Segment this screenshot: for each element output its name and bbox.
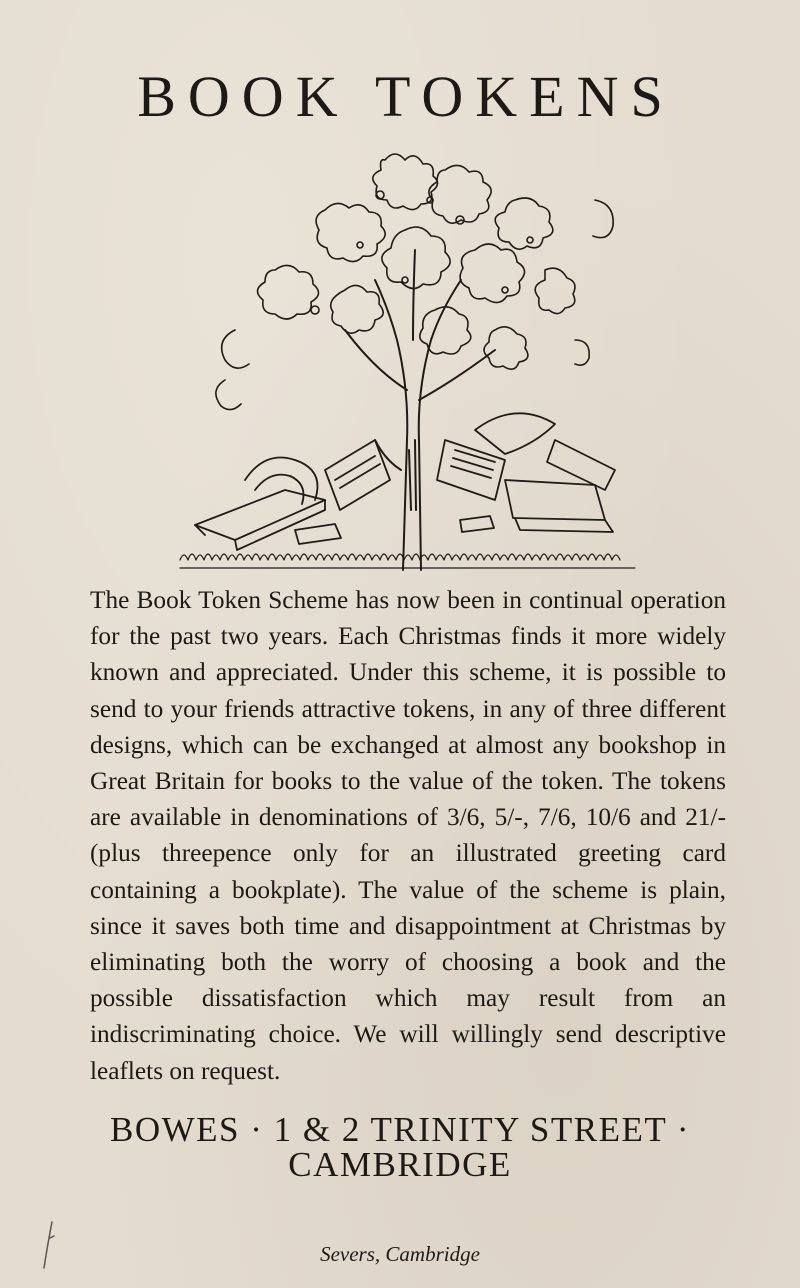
tree-trunk [345, 250, 495, 570]
body-paragraph: The Book Token Scheme has now been in continual operation for the past two years. Each Christmas finds it more widely known and appreciated. Under this scheme, it is possible to send to your friends attractive tokens, in any of three different designs, which can be exchanged at almost any bookshop in Great Britain for books to the value of the token. The tokens are available in denominations of 3/6, 5/-, 7/6, 10/6 and 21/- (plus threepence only for an illustrated greeting card containing a bookplate). The value of the scheme is plain, since it saves both time and disappointment at Christmas by eliminating both the worry of choosing a book and the possible dissatisfaction which may result from an indiscriminating choice. We will willingly send descriptive leaflets on request. [90, 586, 726, 1085]
bookshop-address: BOWES · 1 & 2 TRINITY STREET · CAMBRIDGE [109, 1110, 690, 1184]
page-title: BOOK TOKENS [137, 64, 675, 129]
pencil-mark [34, 1218, 64, 1278]
printer-credit: Severs, Cambridge [320, 1242, 480, 1266]
tree-and-books-illustration [175, 140, 645, 580]
grass-band [180, 554, 635, 568]
